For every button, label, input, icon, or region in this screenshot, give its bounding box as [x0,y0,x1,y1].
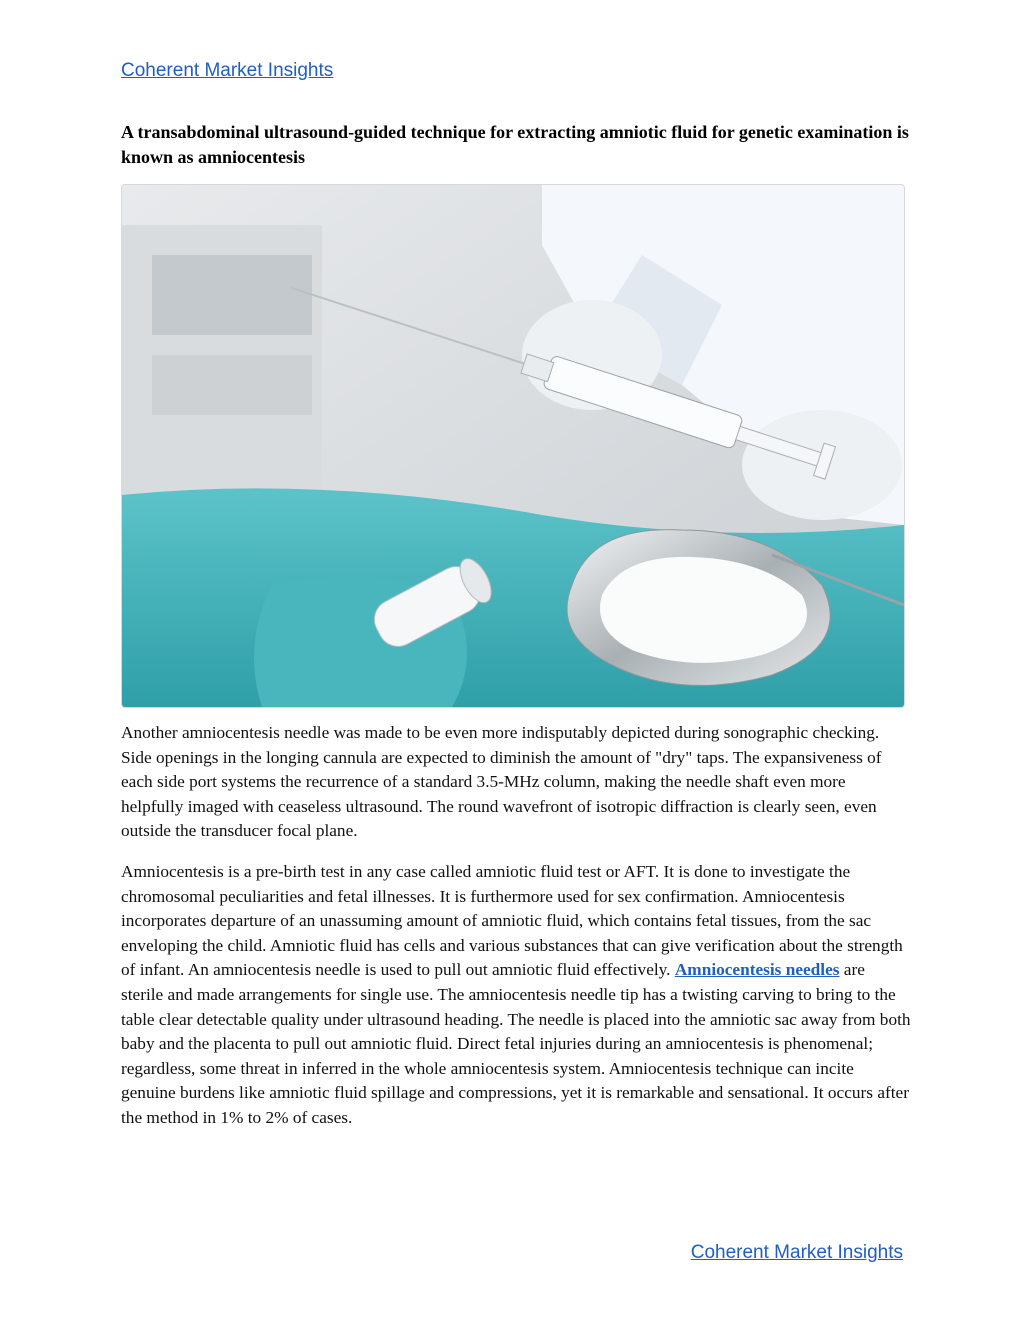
footer-site-link[interactable]: Coherent Market Insights [690,1242,903,1263]
amniocentesis-needles-link[interactable]: Amniocentesis needles [674,960,840,980]
article-paragraph-1: Another amniocentesis needle was made to be even more indisputably depicted during sonographic checking. Side openings in the longing cannula are expected to diminish the amount of "dry" taps. The expansiveness of each side port systems the recurrence of a standard 3.5-MHz column, making the needle shaft even more helpfully imaged with ceaseless ultrasound. The round wavefront of isotropic diffraction is clearly seen, even outside the transducer focal plane. [121,723,882,841]
article-paragraph-2 [121,860,911,1131]
article-headline: A transabdominal ultrasound-guided technique for extracting amniotic fluid for genetic examination is known as amniocentesis [121,122,909,167]
article-photo [121,184,905,708]
paragraph-2-text-start: Amniocentesis is a pre-birth test in any case called amniotic fluid test or AFT. It is done to investigate the chromosomal peculiarities and fetal illnesses. It is furthermore used for sex confirmation. Amniocentesis incorporates departure of an unassuming amount of amniotic fluid, which contains fetal tissues, from the sac enveloping the child. Amniotic fluid has cells and various substances that can give verification about the strength of infant. An amniocentesis needle is used to pull out amniotic fluid effectively. [121,862,903,980]
paragraph-2-text-end: are sterile and made arrangements for single use. The amniocentesis needle tip has a twisting carving to bring to the table clear detectable quality under ultrasound heading. The needle is placed into the amniotic sac away from both baby and the placenta to pull out amniotic fluid. Direct fetal injuries during an amniocentesis is phenomenal; regardless, some threat in inferred in the whole amniocentesis system. Amniocentesis technique can incite genuine burdens like amniotic fluid spillage and compressions, yet it is remarkable and sensational. It occurs after the method in 1% to 2% of cases. [121,960,911,1127]
header-site-link[interactable]: Coherent Market Insights [121,60,334,81]
